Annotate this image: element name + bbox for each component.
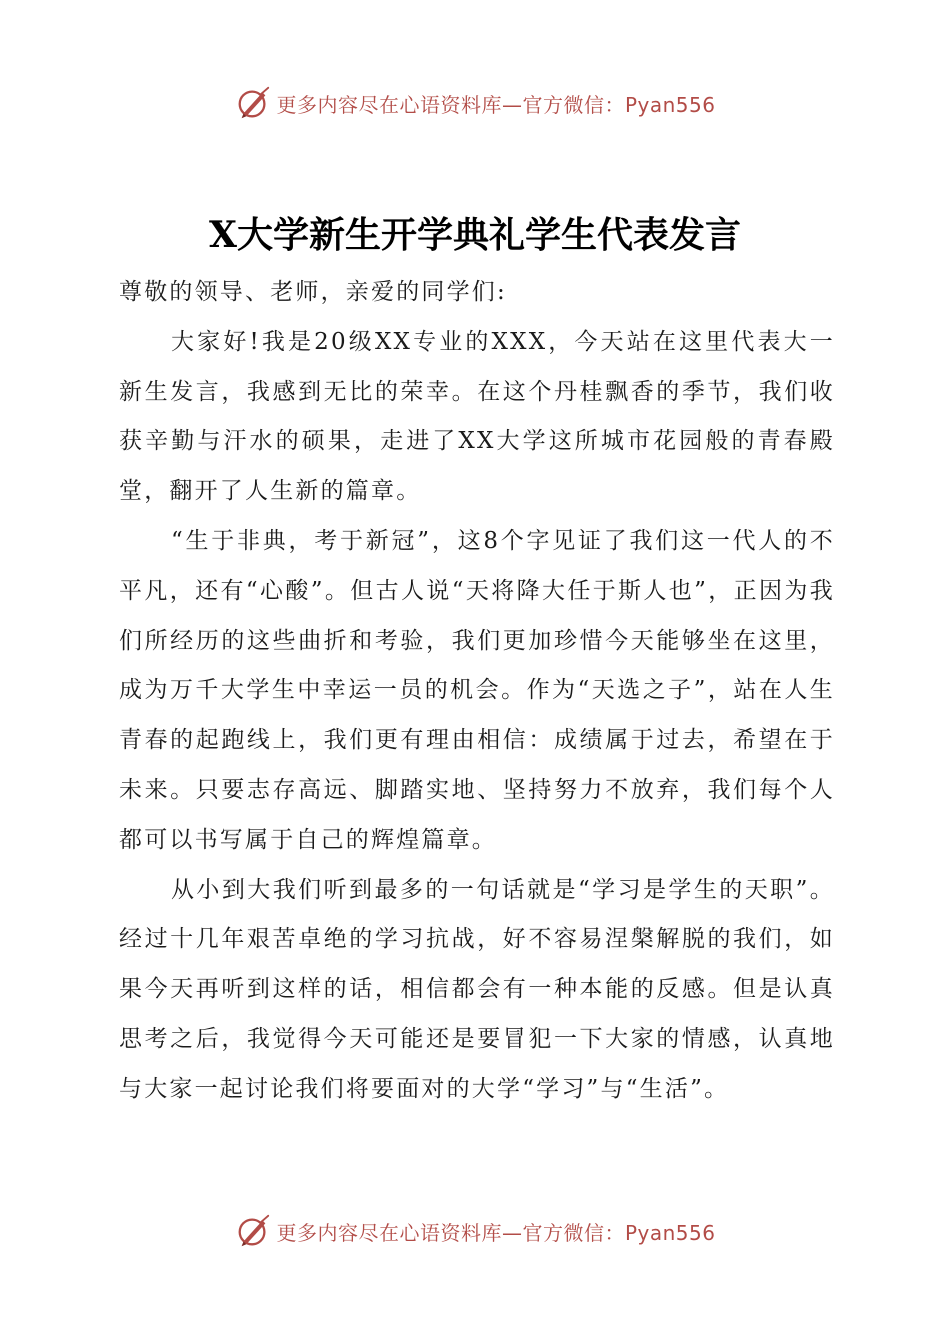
header-banner-text: 更多内容尽在心语资料库—官方微信：Pyan556 xyxy=(276,92,716,117)
paragraph-3: 从小到大我们听到最多的一句话就是“学习是学生的天职”。经过十几年艰苦卓绝的学习抗战，好不容易涅槃解脱的我们，如果今天再听到这样的话，相信都会有一种本能的反感。但是认真思考之后，我觉得今天可能还是要冒犯一下大家的情感，认真地与大家一起讨论我们将要面对的大学“学习”与“生活”。 xyxy=(119,876,835,1102)
paragraph-2: “生于非典，考于新冠”，这8个字见证了我们这一代人的不平凡，还有“心酸”。但古人说“天将降大任于斯人也”，正因为我们所经历的这些曲折和考验，我们更加珍惜今天能够坐在这里，成为万千大学生中幸运一员的机会。作为“天选之子”，站在人生青春的起跑线上，我们更有理由相信：成绩属于过去，希望在于未来。只要志存高远、脚踏实地、坚持努力不放弃，我们每个人都可以书写属于自己的辉煌篇章。 xyxy=(119,527,835,853)
document-title: X大学新生开学典礼学生代表发言 xyxy=(209,214,741,256)
footer-banner-text: 更多内容尽在心语资料库—官方微信：Pyan556 xyxy=(276,1220,716,1245)
document-body xyxy=(119,268,835,1115)
salutation: 尊敬的领导、老师，亲爱的同学们: xyxy=(119,279,507,305)
pen-circle-logo-icon xyxy=(234,1212,272,1250)
paragraph-1: 大家好!我是20级XX专业的XXX，今天站在这里代表大一新生发言，我感到无比的荣幸。在这个丹桂飘香的季节，我们收获辛勤与汗水的硕果，走进了XX大学这所城市花园般的青春殿堂，翻开了人生新的篇章。 xyxy=(119,328,835,505)
footer-banner xyxy=(0,1209,950,1253)
header-banner xyxy=(0,81,950,125)
pen-circle-logo-icon xyxy=(234,84,272,122)
